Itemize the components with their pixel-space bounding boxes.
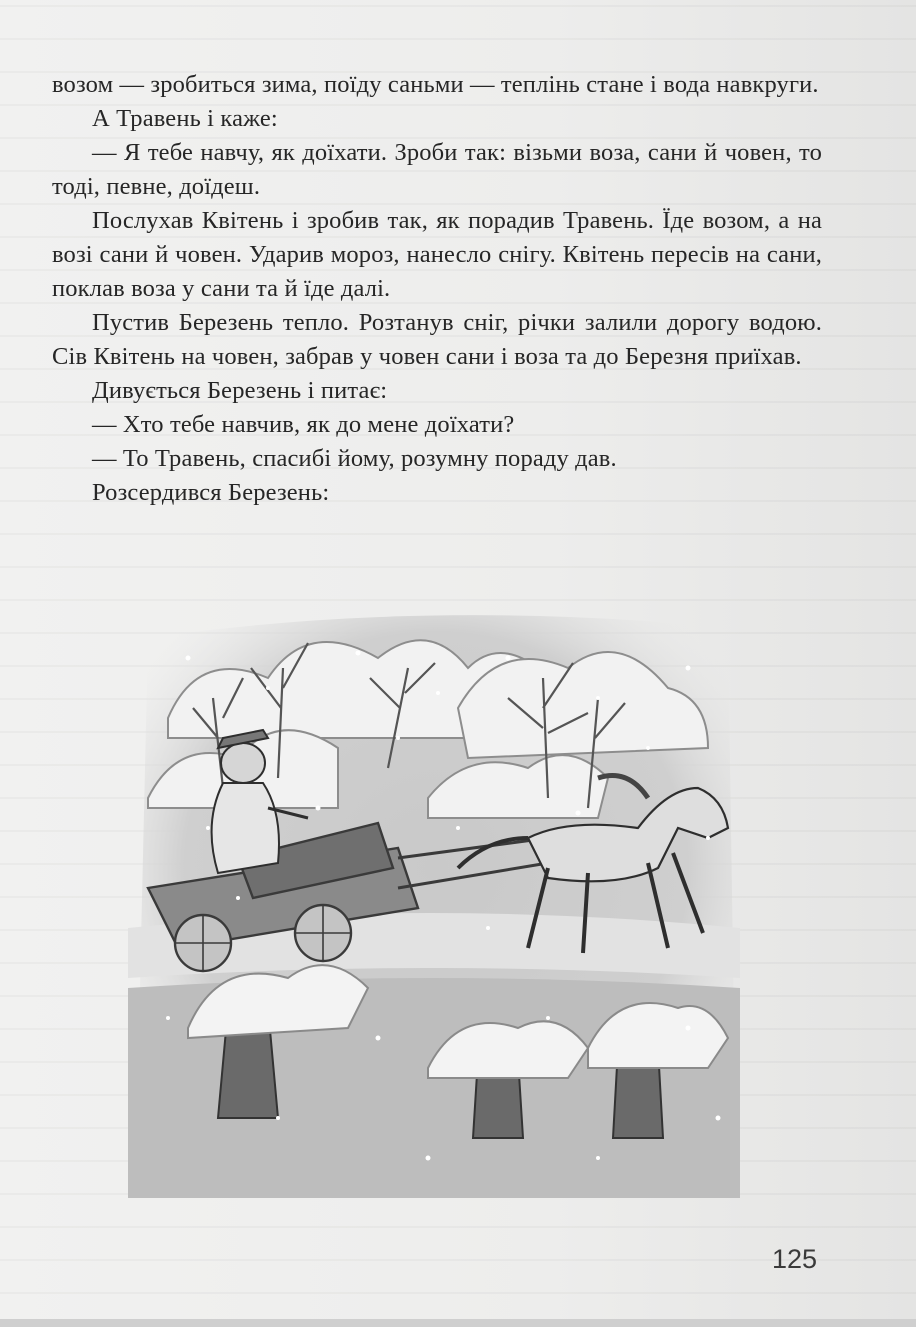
paragraph: Розсердився Березень: [92,479,330,506]
page-bottom-edge [0,1319,916,1327]
story-text [52,68,822,510]
paragraph: Дивується Березень і питає: [92,377,388,404]
paragraph: — Я тебе навчу, як доїхати. Зроби так: візьми воза, сани й човен, то тоді, певне, доїдеш. [52,139,822,200]
paragraph: — То Травень, спасибі йому, розумну пораду дав. [92,445,617,472]
paragraph: — Хто тебе навчив, як до мене доїхати? [92,411,515,438]
page-number: 125 [772,1244,818,1274]
paragraph: Пустив Березень тепло. Розтанув сніг, річки залили дорогу водою. Сів Квітень на човен, забрав у човен сани і воза та до Березня приїхав. [52,309,822,370]
paragraph: А Травень і каже: [92,105,278,132]
winter-cart-illustration [128,598,740,1206]
paragraph: Послухав Квітень і зробив так, як порадив Травень. Їде возом, а на возі сани й човен. Ударив мороз, нанесло снігу. Квітень пересів на сани, поклав воза у сани та й їде далі. [52,207,822,302]
paragraph: возом — зробиться зима, поїду саньми — теплінь стане і вода навкруги. [52,71,819,98]
